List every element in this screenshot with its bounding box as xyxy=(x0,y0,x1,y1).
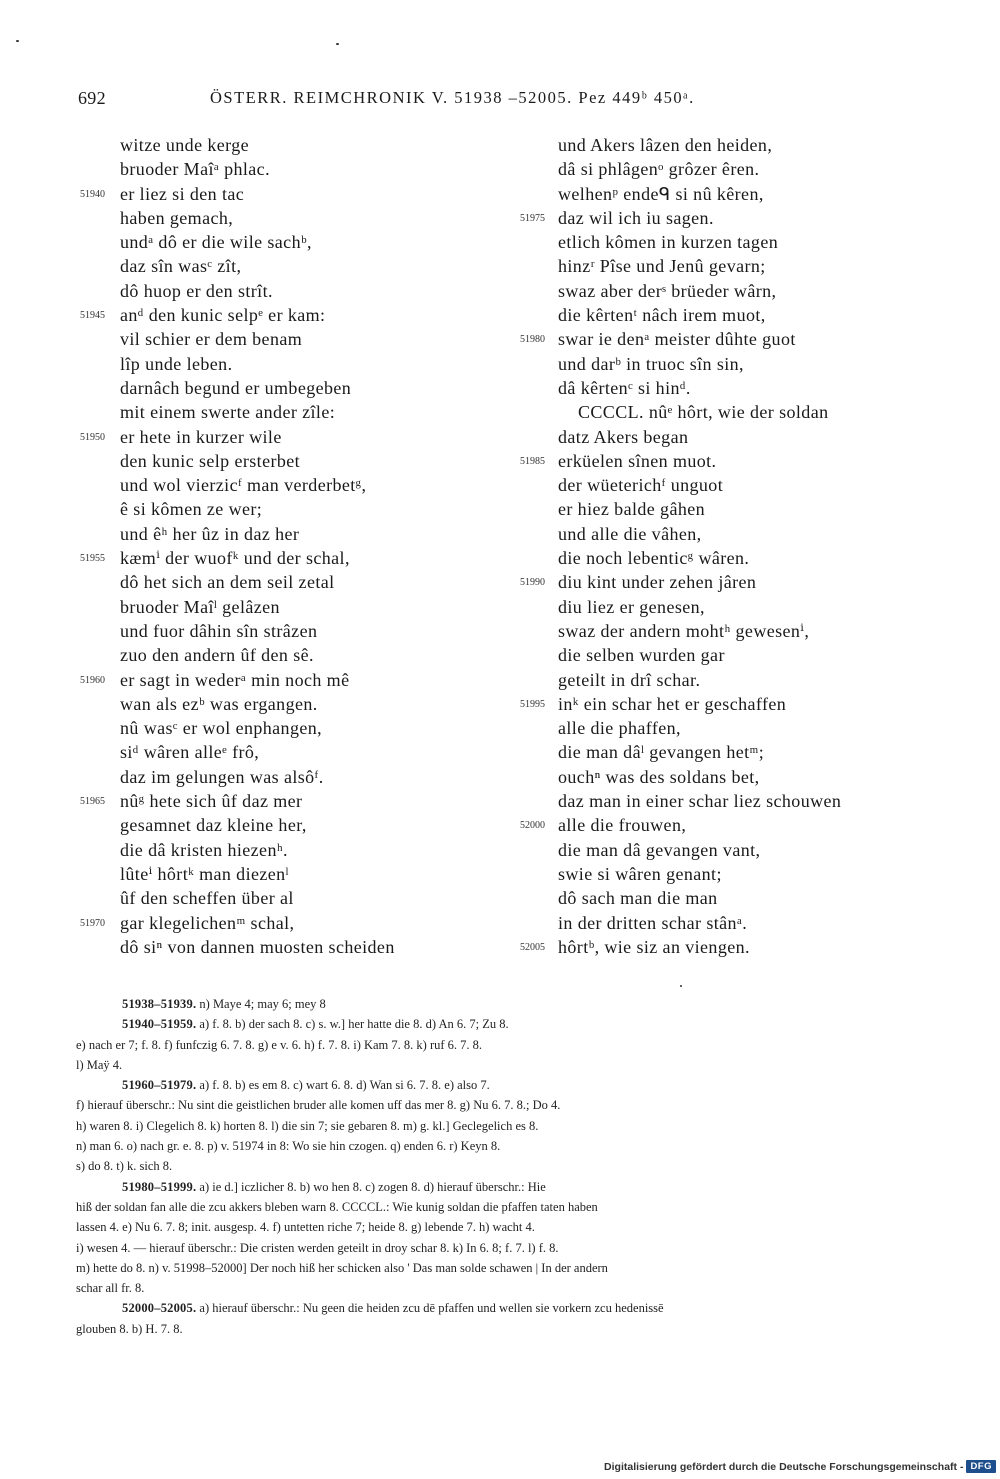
verse-line xyxy=(520,716,960,740)
running-title: ÖSTERR. REIMCHRONIK V. 51938 –52005. Pez 449ᵇ 450ᵃ. xyxy=(210,88,695,107)
verse-text: und wol vierzicᶠ man verderbetᵍ, xyxy=(120,475,367,496)
verse-text: daz man in einer schar liez schouwen xyxy=(558,791,842,812)
page-number: 692 xyxy=(78,88,106,108)
verse-text: alle die frouwen, xyxy=(558,815,687,836)
verse-line xyxy=(520,935,960,959)
verse-text: in der dritten schar stânᵃ. xyxy=(558,912,748,933)
verse-line xyxy=(520,133,960,157)
verse-line xyxy=(80,765,510,789)
verse-text: inᵏ ein schar het er geschaffen xyxy=(558,693,787,714)
verse-text: darnâch begund er umbegeben xyxy=(120,377,352,398)
footnote-line xyxy=(76,1177,932,1197)
footnote-line xyxy=(76,1055,932,1075)
verse-line xyxy=(520,643,960,667)
verse-text: swaz der andern mohtʰ gewesenⁱ, xyxy=(558,620,810,641)
verse-text: undᵃ dô er die wile sachᵇ, xyxy=(120,232,312,253)
verse-line xyxy=(520,279,960,303)
footer-text: Digitalisierung gefördert durch die Deutsche Forschungsgemeinschaft - xyxy=(604,1460,964,1473)
footnote-text: schar all fr. 8. xyxy=(76,1281,145,1296)
footnote-line xyxy=(76,1095,932,1115)
footnote-line xyxy=(76,1319,932,1339)
verse-text: er sagt in wederᵃ min noch mê xyxy=(120,669,350,690)
verse-line xyxy=(520,692,960,716)
verse-text: wan als ezᵇ was ergangen. xyxy=(120,693,318,714)
verse-text: ouchⁿ was des soldans bet, xyxy=(558,766,760,787)
verse-line xyxy=(520,425,960,449)
footnote-line xyxy=(76,1258,932,1278)
verse-text: daz wil ich iu sagen. xyxy=(558,207,714,228)
verse-line xyxy=(520,740,960,764)
verse-text: er liez si den tac xyxy=(120,183,245,204)
verse-line xyxy=(80,911,510,935)
footnote-text: f) hierauf überschr.: Nu sint die geistlichen bruder alle komen uff das mer 8. g) Nu 6. 7. 8.; Do 4. xyxy=(76,1098,561,1113)
line-number: 52000 xyxy=(520,820,545,832)
verse-text: ê si kômen ze wer; xyxy=(120,499,263,520)
verse-text: lûteⁱ hôrtᵏ man diezenˡ xyxy=(120,863,289,884)
verse-line xyxy=(520,230,960,254)
scan-speck xyxy=(336,43,339,45)
verse-column-left xyxy=(80,133,510,959)
verse-line xyxy=(520,157,960,181)
footnote-text: n) man 6. o) nach gr. e. 8. p) v. 51974 in 8: Wo sie hin czogen. q) enden 6. r) Keyn 8. xyxy=(76,1139,501,1154)
verse-line xyxy=(80,813,510,837)
verse-text: bruoder Maîᵃ phlac. xyxy=(120,159,270,180)
verse-text: und darᵇ in truoc sîn sin, xyxy=(558,353,744,374)
verse-line xyxy=(80,473,510,497)
verse-text: ûf den scheffen über al xyxy=(120,888,294,909)
footnote-text: n) Maye 4; may 6; mey 8 xyxy=(196,997,326,1011)
verse-text: die kêrtenᵗ nâch irem muot, xyxy=(558,305,766,326)
verse-line xyxy=(520,473,960,497)
verse-line xyxy=(80,497,510,521)
footnotes xyxy=(76,994,932,1339)
footnote-range: 51980–51999. xyxy=(122,1179,197,1194)
footnote-line xyxy=(76,994,932,1014)
verse-text: daz im gelungen was alsôᶠ. xyxy=(120,766,324,787)
verse-text: datz Akers began xyxy=(558,426,689,447)
verse-text: zuo den andern ûf den sê. xyxy=(120,645,314,666)
line-number: 51950 xyxy=(80,431,105,443)
verse-line xyxy=(80,789,510,813)
chapter-heading xyxy=(520,400,960,424)
verse-line xyxy=(80,254,510,278)
line-number: 51990 xyxy=(520,577,545,589)
line-number: 51940 xyxy=(80,188,105,200)
verse-text: und fuor dâhin sîn strâzen xyxy=(120,620,318,641)
footnote-line xyxy=(76,1238,932,1258)
footnote-line xyxy=(76,1116,932,1136)
verse-line xyxy=(520,595,960,619)
verse-line xyxy=(80,935,510,959)
verse-line xyxy=(80,692,510,716)
verse-text: bruoder Maîˡ gelâzen xyxy=(120,596,280,617)
line-number: 51980 xyxy=(520,334,545,346)
verse-text: etlich kômen in kurzen tagen xyxy=(558,232,779,253)
verse-line xyxy=(520,352,960,376)
verse-line xyxy=(80,862,510,886)
verse-line xyxy=(520,838,960,862)
line-number: 51995 xyxy=(520,698,545,710)
verse-line xyxy=(520,206,960,230)
verse-text: die selben wurden gar xyxy=(558,645,725,666)
verse-line xyxy=(520,619,960,643)
footnote-text: hiß der soldan fan alle die zcu akkers bleben warn 8. CCCCL.: Wie kunig soldan die pfaffen taten haben xyxy=(76,1199,598,1214)
footnote-line xyxy=(76,1278,932,1298)
verse-line xyxy=(520,327,960,351)
verse-text: dô sach man die man xyxy=(558,888,718,909)
verse-text: daz sîn wasᶜ zît, xyxy=(120,256,242,277)
line-number: 51975 xyxy=(520,212,545,224)
footnote-text: h) waren 8. i) Clegelich 8. k) horten 8. l) die sin 7; sie gebaren 8. m) g. kl.] Geclegelich es 8. xyxy=(76,1118,539,1133)
verse-text: mit einem swerte ander zîle: xyxy=(120,402,336,423)
scan-speck xyxy=(16,40,19,42)
verse-text: und alle die vâhen, xyxy=(558,523,702,544)
verse-line xyxy=(80,327,510,351)
footnote-text: a) ie d.] iczlicher 8. b) wo hen 8. c) zogen 8. d) hierauf überschr.: Hie xyxy=(196,1179,546,1194)
verse-text: haben gemach, xyxy=(120,207,234,228)
verse-text: gar klegelichenᵐ schal, xyxy=(120,912,295,933)
verse-line xyxy=(80,570,510,594)
verse-line xyxy=(80,133,510,157)
verse-line xyxy=(520,570,960,594)
verse-text: dô huop er den strît. xyxy=(120,280,273,301)
verse-text: swaz aber derˢ brüeder wârn, xyxy=(558,280,777,301)
footnote-line xyxy=(76,1075,932,1095)
footer-credit xyxy=(604,1460,996,1473)
footnote-text: m) hette do 8. n) v. 51998–52000] Der noch hiß her schicken also ' Das man solde schawen | In der andern xyxy=(76,1260,608,1275)
verse-text: er hiez balde gâhen xyxy=(558,499,706,520)
footnote-line xyxy=(76,1035,932,1055)
line-number: 52005 xyxy=(520,941,545,953)
verse-text: witze unde kerge xyxy=(120,135,250,155)
footnote-line xyxy=(76,1197,932,1217)
line-number: 51945 xyxy=(80,310,105,322)
verse-line xyxy=(80,352,510,376)
verse-column-right xyxy=(520,133,960,959)
footnote-range: 51938–51939. xyxy=(122,997,197,1011)
verse-line xyxy=(80,668,510,692)
dfg-logo: DFG xyxy=(966,1460,996,1473)
verse-text: CCCCL. nûᵉ hôrt, wie der soldan xyxy=(578,402,829,423)
footnote-range: 51960–51979. xyxy=(122,1078,197,1093)
verse-line xyxy=(80,643,510,667)
footnote-line xyxy=(76,1298,932,1318)
verse-line xyxy=(520,303,960,327)
verse-text: swie si wâren genant; xyxy=(558,863,722,884)
verse-text: alle die phaffen, xyxy=(558,718,681,739)
verse-text: vil schier er dem benam xyxy=(120,329,303,350)
verse-text: diu kint under zehen jâren xyxy=(558,572,757,593)
verse-line xyxy=(80,546,510,570)
verse-line xyxy=(80,619,510,643)
verse-text: hinzʳ Pîse und Jenû gevarn; xyxy=(558,256,766,277)
footnote-text: s) do 8. t) k. sich 8. xyxy=(76,1159,173,1174)
verse-line xyxy=(80,230,510,254)
verse-line xyxy=(520,813,960,837)
verse-text: dô het sich an dem seil zetal xyxy=(120,572,335,593)
verse-text: anᵈ den kunic selpᵉ er kam: xyxy=(120,305,326,326)
verse-line xyxy=(80,595,510,619)
verse-line xyxy=(80,449,510,473)
verse-text: den kunic selp ersterbet xyxy=(120,450,301,471)
verse-text: die dâ kristen hiezenʰ. xyxy=(120,839,288,860)
footnote-text: glouben 8. b) H. 7. 8. xyxy=(76,1321,183,1336)
verse-text: diu liez er genesen, xyxy=(558,596,705,617)
verse-line xyxy=(80,182,510,206)
verse-line xyxy=(520,182,960,206)
verse-line xyxy=(520,497,960,521)
verse-text: dâ si phlâgenᵒ grôzer êren. xyxy=(558,159,760,180)
footnote-range: 52000–52005. xyxy=(122,1301,197,1316)
line-number: 51985 xyxy=(520,455,545,467)
footnote-text: a) hierauf überschr.: Nu geen die heiden zcu dē pfaffen und wellen sie vorkern zcu hedenissē xyxy=(196,1301,664,1316)
verse-text: der wüeterichᶠ unguot xyxy=(558,475,724,496)
footnote-text: i) wesen 4. — hierauf überschr.: Die cristen werden geteilt in droy schar 8. k) In 6. 8; f. 7. l) f. 8. xyxy=(76,1240,559,1255)
footnote-text: l) Maÿ 4. xyxy=(76,1057,123,1072)
verse-line xyxy=(520,376,960,400)
footnote-text: e) nach er 7; f. 8. f) funfczig 6. 7. 8. g) e v. 6. h) f. 7. 8. i) Kam 7. 8. k) ruf 6. 7. 8. xyxy=(76,1037,483,1052)
verse-line xyxy=(80,425,510,449)
verse-line xyxy=(520,668,960,692)
verse-line xyxy=(520,546,960,570)
verse-line xyxy=(520,254,960,278)
verse-text: die man dâ gevangen vant, xyxy=(558,839,761,860)
verse-text: kæmⁱ der wuofᵏ und der schal, xyxy=(120,548,350,569)
verse-line xyxy=(520,449,960,473)
line-number: 51960 xyxy=(80,674,105,686)
line-number: 51955 xyxy=(80,553,105,565)
verse-line xyxy=(520,522,960,546)
verse-line xyxy=(80,838,510,862)
verse-text: welhenᵖ endeᑫ si nû kêren, xyxy=(558,183,764,204)
verse-line xyxy=(520,886,960,910)
verse-text: gesamnet daz kleine her, xyxy=(120,815,307,836)
verse-text: die noch lebenticᵍ wâren. xyxy=(558,548,750,569)
verse-text: dâ kêrtenᶜ si hinᵈ. xyxy=(558,377,691,398)
verse-line xyxy=(80,303,510,327)
verse-text: dô siⁿ von dannen muosten scheiden xyxy=(120,936,395,957)
footnote-line xyxy=(76,1136,932,1156)
verse-text: siᵈ wâren alleᵉ frô, xyxy=(120,742,260,763)
verse-text: lîp unde leben. xyxy=(120,353,233,374)
verse-line xyxy=(80,716,510,740)
verse-line xyxy=(80,279,510,303)
footnote-range: 51940–51959. xyxy=(122,1017,197,1032)
verse-text: und êʰ her ûz in daz her xyxy=(120,523,300,544)
verse-line xyxy=(80,376,510,400)
footnote-text: a) f. 8. b) der sach 8. c) s. w.] her hatte die 8. d) An 6. 7; Zu 8. xyxy=(196,1017,509,1032)
line-number: 51970 xyxy=(80,917,105,929)
verse-text: hôrtᵇ, wie siz an viengen. xyxy=(558,936,750,957)
verse-line xyxy=(520,765,960,789)
verse-text: erküelen sînen muot. xyxy=(558,450,717,471)
verse-text: und Akers lâzen den heiden, xyxy=(558,135,773,155)
footnote-text: a) f. 8. b) es em 8. c) wart 6. 8. d) Wan si 6. 7. 8. e) also 7. xyxy=(196,1078,490,1093)
verse-line xyxy=(80,400,510,424)
verse-line xyxy=(520,789,960,813)
verse-text: swar ie denᵃ meister dûhte guot xyxy=(558,329,796,350)
verse-text: nû wasᶜ er wol enphangen, xyxy=(120,718,323,739)
footnote-line xyxy=(76,1217,932,1237)
scan-speck xyxy=(680,985,682,987)
verse-text: er hete in kurzer wile xyxy=(120,426,282,447)
verse-line xyxy=(80,157,510,181)
verse-line xyxy=(520,862,960,886)
line-number: 51965 xyxy=(80,796,105,808)
verse-line xyxy=(80,522,510,546)
footnote-text: lassen 4. e) Nu 6. 7. 8; init. ausgesp. 4. f) untetten riche 7; heide 8. g) lebende 7. h) wacht 4. xyxy=(76,1220,535,1235)
verse-line xyxy=(80,206,510,230)
verse-text: geteilt in drî schar. xyxy=(558,669,701,690)
verse-line xyxy=(520,911,960,935)
footnote-line xyxy=(76,1156,932,1176)
footnote-line xyxy=(76,1014,932,1034)
verse-line xyxy=(80,740,510,764)
verse-text: nûᵍ hete sich ûf daz mer xyxy=(120,791,303,812)
verse-text: die man dâˡ gevangen hetᵐ; xyxy=(558,742,765,763)
verse-line xyxy=(80,886,510,910)
